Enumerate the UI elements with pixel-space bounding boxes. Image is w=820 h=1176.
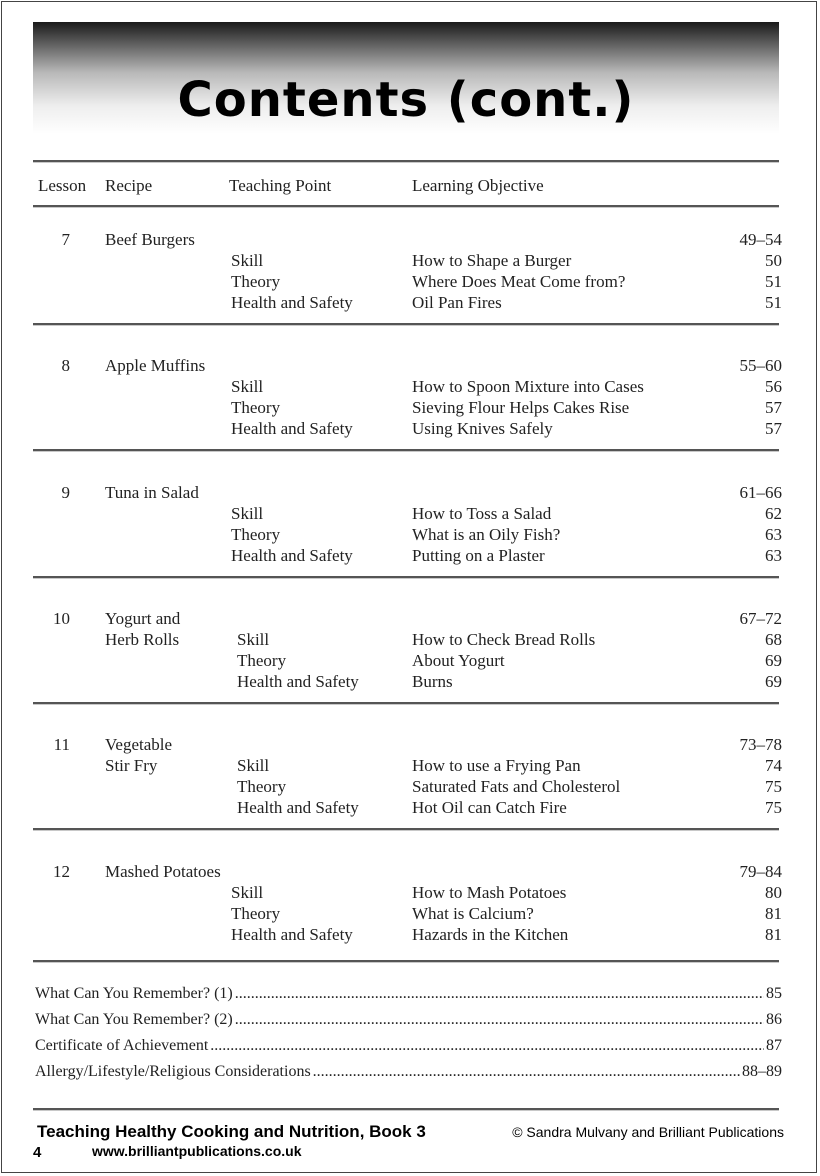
lesson-divider <box>33 576 779 578</box>
teaching-point: Theory <box>231 904 281 923</box>
lesson-divider <box>33 323 779 325</box>
learning-objective: Putting on a Plaster <box>412 546 545 565</box>
toc-entry-page: 87 <box>766 1037 782 1054</box>
teaching-point: Health and Safety <box>231 293 353 312</box>
lesson-divider <box>33 449 779 451</box>
learning-objective: How to Toss a Salad <box>412 504 552 523</box>
lesson-page-range: 55–60 <box>739 356 782 375</box>
recipe-name: Mashed Potatoes <box>105 862 221 881</box>
toc-entry <box>35 1036 782 1056</box>
teaching-point: Health and Safety <box>237 798 359 817</box>
recipe-name: Apple Muffins <box>105 356 206 375</box>
learning-objective: Burns <box>412 672 453 691</box>
objective-page: 62 <box>765 504 782 523</box>
learning-objective: How to use a Frying Pan <box>412 756 581 775</box>
header-top-rule <box>33 160 779 162</box>
objective-page: 75 <box>765 777 782 796</box>
learning-objective: How to Check Bread Rolls <box>412 630 596 649</box>
header-bottom-rule <box>33 205 779 207</box>
footer-rule <box>33 1108 779 1110</box>
teaching-point: Skill <box>237 630 270 649</box>
lesson-page-range: 61–66 <box>739 483 782 502</box>
objective-page: 51 <box>765 272 782 291</box>
recipe-name: Yogurt and <box>105 609 181 628</box>
learning-objective: What is Calcium? <box>412 904 534 923</box>
objective-page: 63 <box>765 546 782 565</box>
teaching-point: Theory <box>231 525 281 544</box>
dot-leader <box>235 1010 764 1030</box>
learning-objective: About Yogurt <box>412 651 505 670</box>
recipe-name: Stir Fry <box>105 756 158 775</box>
learning-objective: How to Spoon Mixture into Cases <box>412 377 644 396</box>
lesson-number: 8 <box>61 356 70 375</box>
teaching-point: Theory <box>237 777 287 796</box>
lesson-number: 10 <box>53 609 70 628</box>
publisher-url: www.brilliantpublications.co.uk <box>92 1143 302 1159</box>
teaching-point: Theory <box>237 651 287 670</box>
objective-page: 57 <box>765 419 782 438</box>
learning-objective: How to Mash Potatoes <box>412 883 567 902</box>
objective-page: 80 <box>765 883 782 902</box>
header-recipe: Recipe <box>105 176 153 195</box>
toc-entry-label: What Can You Remember? (1) <box>35 985 233 1002</box>
toc-entry-page: 86 <box>766 1011 782 1028</box>
teaching-point: Health and Safety <box>237 672 359 691</box>
toc-entry-page: 88–89 <box>742 1063 782 1080</box>
lesson-number: 9 <box>61 483 70 502</box>
header-teaching-point: Teaching Point <box>229 176 332 195</box>
teaching-point: Skill <box>231 883 264 902</box>
objective-page: 74 <box>765 756 782 775</box>
lesson-page-range: 67–72 <box>739 609 782 628</box>
teaching-point: Health and Safety <box>231 546 353 565</box>
teaching-point: Skill <box>231 504 264 523</box>
objective-page: 81 <box>765 904 782 923</box>
objective-page: 51 <box>765 293 782 312</box>
objective-page: 68 <box>765 630 782 649</box>
learning-objective: What is an Oily Fish? <box>412 525 561 544</box>
toc-entry-label: Certificate of Achievement <box>35 1037 209 1054</box>
toc-entry-label: Allergy/Lifestyle/Religious Considerations <box>35 1063 311 1080</box>
page-number: 4 <box>33 1144 42 1161</box>
lesson-page-range: 49–54 <box>739 230 782 249</box>
teaching-point: Skill <box>231 377 264 396</box>
dot-leader <box>210 1036 764 1056</box>
learning-objective: Hazards in the Kitchen <box>412 925 569 944</box>
recipe-name: Tuna in Salad <box>105 483 199 502</box>
learning-objective: Oil Pan Fires <box>412 293 502 312</box>
learning-objective: Sieving Flour Helps Cakes Rise <box>412 398 630 417</box>
dot-leader <box>313 1062 740 1082</box>
objective-page: 69 <box>765 651 782 670</box>
teaching-point: Skill <box>237 756 270 775</box>
toc-entry-page: 85 <box>766 985 782 1002</box>
toc-entry <box>35 1010 782 1030</box>
lesson-number: 12 <box>53 862 70 881</box>
objective-page: 63 <box>765 525 782 544</box>
teaching-point: Theory <box>231 398 281 417</box>
objective-page: 75 <box>765 798 782 817</box>
toc-entry <box>35 1062 782 1082</box>
recipe-name: Beef Burgers <box>105 230 195 249</box>
lesson-divider <box>33 828 779 830</box>
objective-page: 57 <box>765 398 782 417</box>
objective-page: 81 <box>765 925 782 944</box>
page-title: Contents (cont.) <box>177 72 635 128</box>
learning-objective: How to Shape a Burger <box>412 251 572 270</box>
learning-objective: Hot Oil can Catch Fire <box>412 798 567 817</box>
lesson-number: 11 <box>53 735 70 754</box>
book-title: Teaching Healthy Cooking and Nutrition, Book 3 <box>37 1122 426 1141</box>
learning-objective: Where Does Meat Come from? <box>412 272 626 291</box>
dot-leader <box>235 984 764 1004</box>
recipe-name: Herb Rolls <box>105 630 180 649</box>
teaching-point: Health and Safety <box>231 419 353 438</box>
objective-page: 56 <box>765 377 782 396</box>
teaching-point: Health and Safety <box>231 925 353 944</box>
table-bottom-rule <box>33 960 779 962</box>
teaching-point: Skill <box>231 251 264 270</box>
lesson-divider <box>33 702 779 704</box>
title-banner <box>33 22 779 134</box>
teaching-point: Theory <box>231 272 281 291</box>
toc-entry-label: What Can You Remember? (2) <box>35 1011 233 1028</box>
learning-objective: Using Knives Safely <box>412 419 553 438</box>
objective-page: 69 <box>765 672 782 691</box>
toc-entry <box>35 984 782 1004</box>
header-lesson: Lesson <box>38 176 87 195</box>
objective-page: 50 <box>765 251 782 270</box>
lesson-page-range: 73–78 <box>739 735 782 754</box>
header-learning-objective: Learning Objective <box>412 176 544 195</box>
recipe-name: Vegetable <box>105 735 173 754</box>
lesson-page-range: 79–84 <box>739 862 782 881</box>
learning-objective: Saturated Fats and Cholesterol <box>412 777 621 796</box>
lesson-number: 7 <box>61 230 70 249</box>
copyright-notice: © Sandra Mulvany and Brilliant Publications <box>512 1124 784 1140</box>
